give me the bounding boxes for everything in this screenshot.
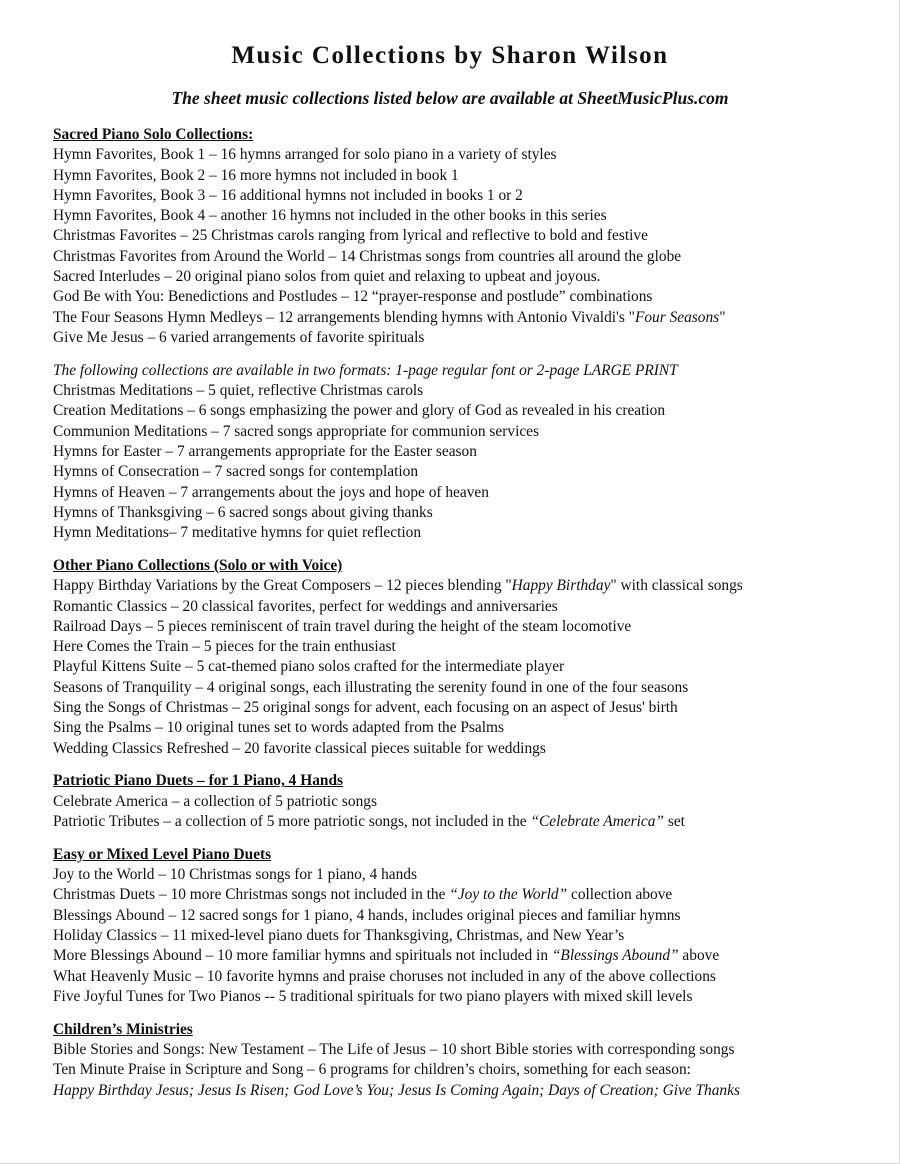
list-item-four-seasons: [53, 308, 893, 328]
list-item: Five Joyful Tunes for Two Pianos -- 5 traditional spirituals for two piano players with mixed skill levels: [53, 987, 693, 1005]
list-item-christmas-duets: [53, 885, 893, 905]
tributes-title: “Celebrate America”: [530, 813, 664, 830]
list-item: Hymn Favorites, Book 2 – 16 more hymns not included in book 1: [53, 166, 459, 184]
list-item: Wedding Classics Refreshed – 20 favorite classical pieces suitable for weddings: [53, 739, 546, 757]
list-item: Hymn Favorites, Book 3 – 16 additional hymns not included in books 1 or 2: [53, 186, 523, 204]
list-item: Holiday Classics – 11 mixed-level piano duets for Thanksgiving, Christmas, and New Year’s: [53, 926, 625, 944]
section-heading-children: Children’s Ministries: [53, 1020, 193, 1038]
list-item: Hymn Favorites, Book 1 – 16 hymns arranged for solo piano in a variety of styles: [53, 146, 557, 164]
list-item: Hymns of Thanksgiving – 6 sacred songs about giving thanks: [53, 503, 433, 521]
hb-end: " with classical songs: [610, 577, 743, 595]
program-titles: Happy Birthday Jesus; Jesus Is Risen; God Love’s You; Jesus Is Coming Again; Days of Creation; Give Thanks: [53, 1081, 740, 1099]
section-patriotic: [53, 771, 893, 832]
page-title: Music Collections by Sharon Wilson: [231, 42, 669, 69]
list-item: Celebrate America – a collection of 5 patriotic songs: [53, 792, 377, 810]
section-heading-other: Other Piano Collections (Solo or with Voice): [53, 556, 343, 574]
more-end: above: [678, 947, 720, 965]
xmas-title: “Joy to the World”: [449, 886, 568, 904]
list-item: Christmas Favorites from Around the World – 14 Christmas songs from countries all around the globe: [53, 247, 682, 265]
spacer: [53, 759, 893, 772]
section-children: [53, 1020, 893, 1101]
four-seasons-title: Four Seasons: [634, 308, 720, 326]
tributes-text: Patriotic Tributes – a collection of 5 more patriotic songs, not included in the: [53, 813, 531, 830]
spacer: [53, 832, 893, 845]
formats-note: The following collections are available in two formats: 1-page regular font or 2-page LARGE PRINT: [53, 361, 678, 379]
list-item: Christmas Meditations – 5 quiet, reflective Christmas carols: [53, 382, 424, 400]
list-item: Hymns of Consecration – 7 sacred songs for contemplation: [53, 463, 419, 481]
four-seasons-text: The Four Seasons Hymn Medleys – 12 arrangements blending hymns with Antonio Vivaldi's ": [53, 308, 635, 326]
list-item: Hymn Meditations– 7 meditative hymns for quiet reflection: [53, 524, 422, 542]
list-item: Communion Meditations – 7 sacred songs appropriate for communion services: [53, 422, 539, 440]
list-item: Joy to the World – 10 Christmas songs for 1 piano, 4 hands: [53, 866, 417, 884]
list-item: What Heavenly Music – 10 favorite hymns and praise choruses not included in any of the above collections: [53, 967, 716, 985]
section-heading-patriotic: Patriotic Piano Duets – for 1 Piano, 4 Hands: [53, 772, 343, 790]
spacer: [53, 1007, 893, 1020]
list-item: Hymn Favorites, Book 4 – another 16 hymns not included in the other books in this series: [53, 207, 607, 225]
list-item: Creation Meditations – 6 songs emphasizing the power and glory of God as revealed in his creation: [53, 402, 666, 420]
list-item: Here Comes the Train – 5 pieces for the train enthusiast: [53, 638, 396, 656]
xmas-text: Christmas Duets – 10 more Christmas songs not included in the: [53, 886, 450, 904]
hb-text: Happy Birthday Variations by the Great Composers – 12 pieces blending ": [53, 577, 512, 595]
section-heading-sacred: Sacred Piano Solo Collections:: [53, 126, 254, 143]
list-item: Hymns of Heaven – 7 arrangements about the joys and hope of heaven: [53, 483, 489, 501]
xmas-end: collection above: [567, 886, 673, 904]
spacer: [53, 348, 893, 361]
list-item: Playful Kittens Suite – 5 cat-themed piano solos crafted for the intermediate player: [53, 658, 565, 676]
list-item: Railroad Days – 5 pieces reminiscent of train travel during the height of the steam locomotive: [53, 617, 632, 635]
more-title: “Blessings Abound”: [551, 947, 679, 965]
collections-list: [53, 125, 893, 1101]
list-item: Ten Minute Praise in Scripture and Song – 6 programs for children’s choirs, something for each season:: [53, 1061, 691, 1079]
list-item: Sing the Songs of Christmas – 25 original songs for advent, each focusing on an aspect of Jesus' birth: [53, 699, 678, 717]
list-item: Romantic Classics – 20 classical favorites, perfect for weddings and anniversaries: [53, 597, 558, 615]
tributes-end: set: [664, 813, 685, 830]
section-meditations: [53, 361, 893, 544]
list-item: Give Me Jesus – 6 varied arrangements of favorite spirituals: [53, 328, 425, 346]
list-item: Blessings Abound – 12 sacred songs for 1 piano, 4 hands, includes original pieces and familiar hymns: [53, 906, 681, 924]
list-item: Hymns for Easter – 7 arrangements appropriate for the Easter season: [53, 442, 477, 460]
page-subtitle: The sheet music collections listed below are available at SheetMusicPlus.com: [171, 88, 729, 108]
hb-title: Happy Birthday: [511, 577, 611, 595]
section-other: [53, 556, 893, 759]
section-sacred: [53, 125, 893, 348]
list-item: Seasons of Tranquility – 4 original songs, each illustrating the serenity found in one of the four seasons: [53, 678, 689, 696]
list-item: Sacred Interludes – 20 original piano solos from quiet and relaxing to upbeat and joyous.: [53, 268, 601, 286]
list-item: Christmas Favorites – 25 Christmas carols ranging from lyrical and reflective to bold and festive: [53, 227, 648, 245]
list-item: God Be with You: Benedictions and Postludes – 12 “prayer-response and postlude” combinations: [53, 288, 653, 306]
list-item: Bible Stories and Songs: New Testament – The Life of Jesus – 10 short Bible stories with corresponding songs: [53, 1040, 735, 1058]
more-text: More Blessings Abound – 10 more familiar hymns and spirituals not included in: [53, 947, 552, 965]
four-seasons-end: ": [719, 308, 726, 326]
section-heading-duets: Easy or Mixed Level Piano Duets: [53, 845, 272, 863]
list-item-more-blessings: [53, 946, 893, 966]
spacer: [53, 543, 893, 556]
list-item-happy-birthday: [53, 576, 893, 596]
section-duets: [53, 845, 893, 1007]
list-item: Sing the Psalms – 10 original tunes set to words adapted from the Psalms: [53, 719, 504, 737]
list-item-tributes: [53, 812, 893, 832]
